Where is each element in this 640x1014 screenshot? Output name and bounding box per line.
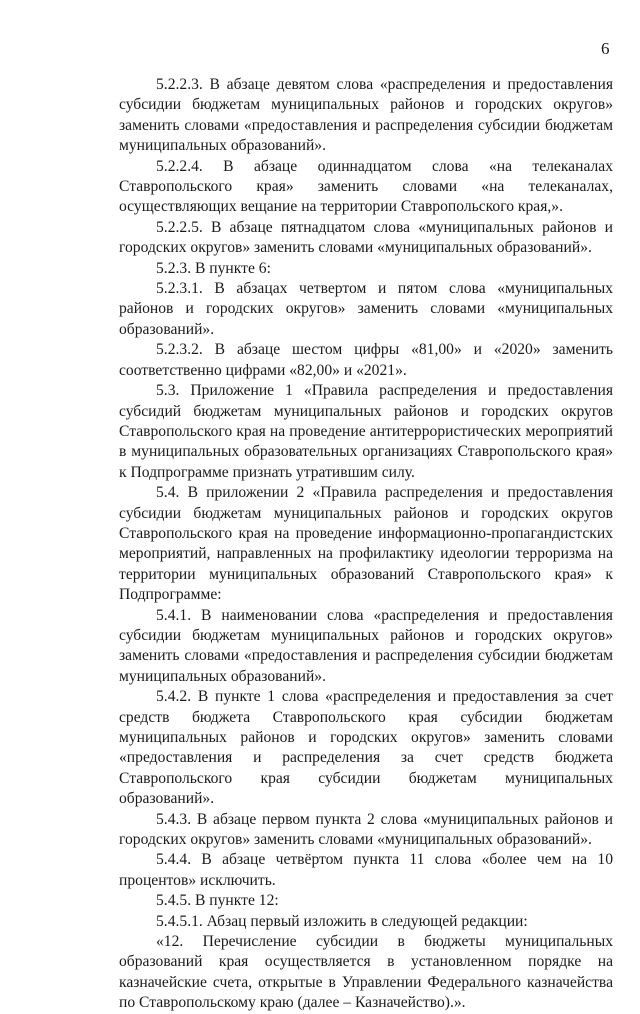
paragraph-5-4-3: 5.4.3. В абзаце первом пункта 2 слова «муниципальных районов и городских округов» заменить словами «муниципальных образований».	[119, 810, 613, 849]
paragraph-5-4-2: 5.4.2. В пункте 1 слова «распределения и предоставления за счет средств бюджета Ставропольского края субсидии бюджетам муниципальных районов и городских округов» заменить словами «предоставления и распределения за счет средств бюджета Ставропольского края субсидии бюджетам муниципальных образований».	[119, 688, 613, 808]
paragraph-5-3: 5.3. Приложение 1 «Правила распределения и предоставления субсидий бюджетам муниципальных районов и городских округов Ставропольского края на проведение антитеррористических мероприятий в муниципальных образовательных организациях Ставропольского края» к Подпрограмме признать утратившим силу.	[119, 382, 613, 481]
page-number: 6	[601, 39, 610, 58]
paragraph-5-2-3: 5.2.3. В пункте 6:	[156, 259, 271, 277]
paragraph-5-2-2-3: 5.2.2.3. В абзаце девятом слова «распределения и предоставления субсидии бюджетам муниципальных районов и городских округов» заменить словами «предоставления и распределения субсидии бюджетам муниципальных образований».	[119, 76, 613, 155]
paragraph-5-2-2-4: 5.2.2.4. В абзаце одиннадцатом слова «на телеканалах Ставропольского края» заменить словами «на телеканалах, осуществляющих вещание на территории Ставропольского края,».	[119, 157, 613, 216]
paragraph-5-2-3-2: 5.2.3.2. В абзаце шестом цифры «81,00» и «2020» заменить соответственно цифрами «82,00» и «2021».	[119, 341, 613, 379]
document-body	[119, 75, 613, 1014]
paragraph-quoted-12: «12. Перечисление субсидии в бюджеты муниципальных образований края осуществляется в установленном порядке на казначейские счета, открытые в Управлении Федерального казначейства по Ставропольскому краю (далее – Казначейство).».	[119, 933, 613, 1012]
paragraph-5-4-5: 5.4.5. В пункте 12:	[156, 892, 279, 910]
paragraph-5-2-2-5: 5.2.2.5. В абзаце пятнадцатом слова «муниципальных районов и городских округов» заменить словами «муниципальных образований».	[119, 218, 613, 257]
paragraph-5-2-3-1: 5.2.3.1. В абзацах четвертом и пятом слова «муниципальных районов и городских округов» заменить словами «муниципальных образований».	[119, 280, 613, 338]
paragraph-5-4: 5.4. В приложении 2 «Правила распределения и предоставления субсидии бюджетам муниципальных районов и городских округов Ставропольского края на проведение информационно-пропагандистских мероприятий, направленных на профилактику идеологии терроризма на территории муниципальных образований Ставропольского края» к Подпрограмме:	[119, 484, 613, 604]
paragraph-5-4-1: 5.4.1. В наименовании слова «распределения и предоставления субсидии бюджетам муниципальных районов и городских округов» заменить словами «предоставления и распределения субсидии бюджетам муниципальных образований».	[119, 606, 613, 685]
paragraph-5-4-4: 5.4.4. В абзаце четвёртом пункта 11 слова «более чем на 10 процентов» исключить.	[119, 851, 613, 889]
paragraph-5-4-5-1: 5.4.5.1. Абзац первый изложить в следующей редакции:	[156, 912, 528, 930]
